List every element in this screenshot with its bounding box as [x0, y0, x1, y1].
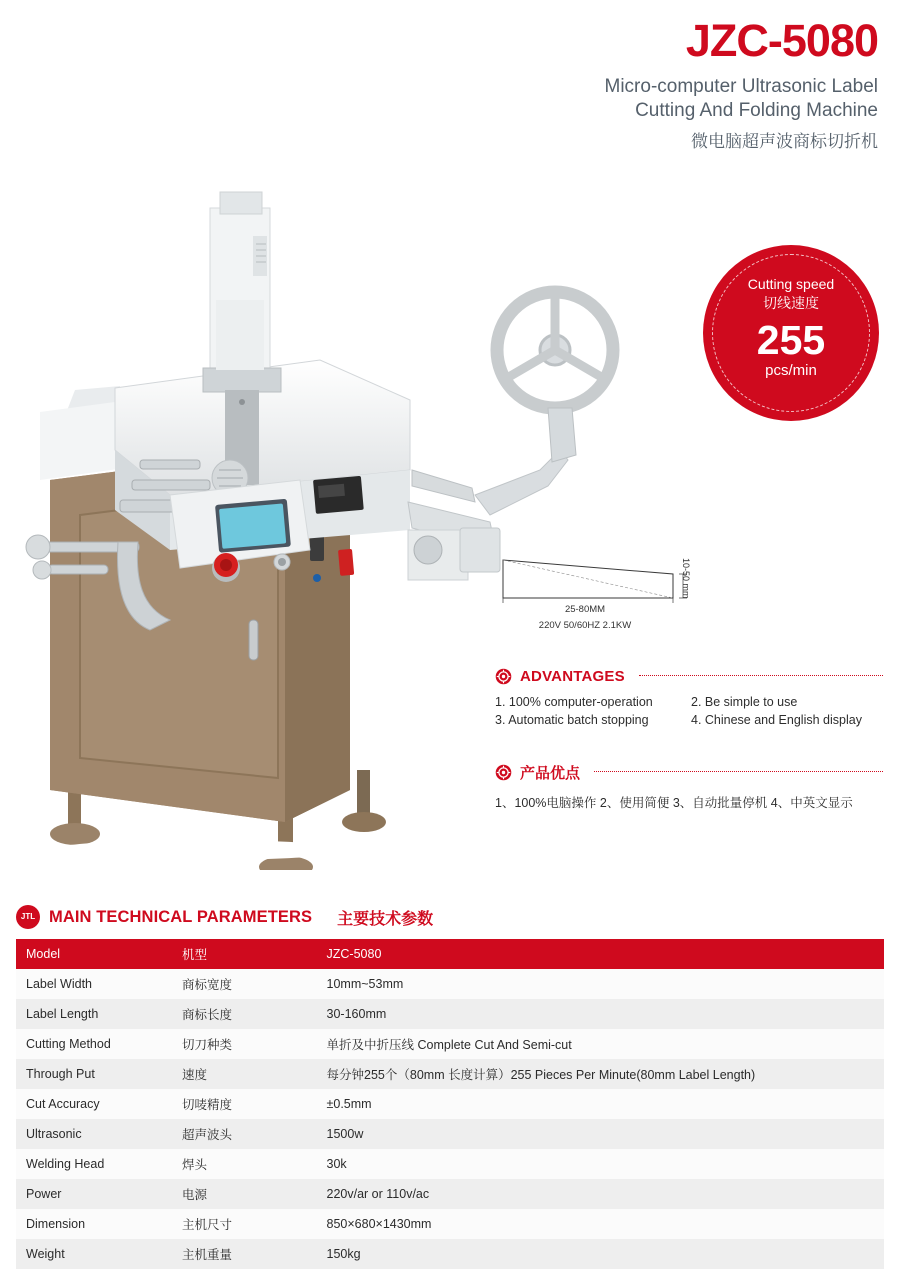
- param-value: 30-160mm: [317, 999, 884, 1029]
- cutting-speed-unit: pcs/min: [765, 361, 817, 379]
- param-name-cn: 商标宽度: [172, 969, 316, 999]
- label-shape-svg: [495, 550, 695, 610]
- subtitle-english-line2: Cutting And Folding Machine: [635, 99, 878, 121]
- table-row: [16, 1089, 884, 1119]
- param-name-en: Weight: [16, 1239, 172, 1269]
- param-value: 10mm~53mm: [317, 969, 884, 999]
- gear-icon: [495, 668, 512, 685]
- table-row: [16, 1149, 884, 1179]
- parameters-title-en: MAIN TECHNICAL PARAMETERS: [49, 907, 313, 926]
- param-name-en: Ultrasonic: [16, 1119, 172, 1149]
- param-name-en: Welding Head: [16, 1149, 172, 1179]
- diagram-width-label: 25-80MM: [564, 604, 606, 615]
- param-name-cn: 切唛精度: [172, 1089, 316, 1119]
- advantages-header-cn: [495, 762, 883, 783]
- param-name-en: Power: [16, 1179, 172, 1209]
- company-logo-icon: JTL: [16, 905, 40, 929]
- gear-icon: [495, 764, 512, 781]
- table-row: [16, 1239, 884, 1269]
- table-row: [16, 1029, 884, 1059]
- label-dimension-diagram: [495, 550, 715, 650]
- advantages-list-cn: 1、100%电脑操作 2、使用简便 3、自动批量停机 4、中英文显示: [495, 796, 853, 810]
- param-value: 220v/ar or 110v/ac: [317, 1179, 884, 1209]
- param-value: 单折及中折压线 Complete Cut And Semi-cut: [317, 1029, 884, 1059]
- cutting-speed-badge: [703, 245, 879, 421]
- advantage-item-4: 4. Chinese and English display: [691, 713, 862, 727]
- subtitle-english-line1: Micro-computer Ultrasonic Label: [604, 76, 878, 97]
- advantages-list-en: [495, 695, 883, 727]
- table-row: [16, 1119, 884, 1149]
- advantage-item-1: 1. 100% computer-operation: [495, 695, 653, 709]
- advantages-header-en: [495, 668, 883, 685]
- advantages-divider-cn: [594, 770, 883, 772]
- param-name-cn: 速度: [172, 1059, 316, 1089]
- advantage-item-3: 3. Automatic batch stopping: [495, 713, 649, 727]
- subtitle-chinese: 微电脑超声波商标切折机: [691, 131, 878, 151]
- param-name-cn: 主机尺寸: [172, 1209, 316, 1239]
- advantages-title-cn: 产品优点: [520, 765, 581, 782]
- param-value: 30k: [317, 1149, 884, 1179]
- param-name-en: Cut Accuracy: [16, 1089, 172, 1119]
- main-technical-parameters-section: [16, 905, 884, 1269]
- param-name-en: Through Put: [16, 1059, 172, 1089]
- param-value: 850×680×1430mm: [317, 1209, 884, 1239]
- cutting-speed-value: 255: [756, 316, 826, 363]
- header: [358, 15, 878, 152]
- diagram-height-label: 10-50 mm: [681, 558, 691, 599]
- param-name-cn: 商标长度: [172, 999, 316, 1029]
- advantages-section-cn: [495, 762, 883, 811]
- param-name-en: Cutting Method: [16, 1029, 172, 1059]
- param-name-cn: 电源: [172, 1179, 316, 1209]
- column-header-model-en: Model: [16, 939, 172, 969]
- advantages-divider-en: [639, 674, 883, 676]
- param-name-cn: 超声波头: [172, 1119, 316, 1149]
- table-row: [16, 999, 884, 1029]
- advantages-title-en: ADVANTAGES: [520, 668, 625, 685]
- parameters-table: [16, 939, 884, 1269]
- param-value: 每分钟255个（80mm 长度计算）255 Pieces Per Minute(80mm Label Length): [317, 1059, 884, 1089]
- page-title: JZC-5080: [685, 15, 878, 66]
- list-item: [495, 695, 883, 709]
- param-name-en: Dimension: [16, 1209, 172, 1239]
- advantages-section-en: [495, 668, 883, 731]
- table-row: [16, 1209, 884, 1239]
- parameters-header: [16, 905, 884, 929]
- param-value: 1500w: [317, 1119, 884, 1149]
- advantage-item-2: 2. Be simple to use: [691, 695, 798, 709]
- table-header-row: [16, 939, 884, 969]
- diagram-power-label: 220V 50/60HZ 2.1KW: [538, 620, 632, 631]
- subtitle-english: [358, 75, 878, 123]
- param-name-cn: 切刀种类: [172, 1029, 316, 1059]
- list-item: [495, 713, 883, 727]
- param-name-en: Label Length: [16, 999, 172, 1029]
- cutting-speed-label-cn: 切线速度: [763, 294, 819, 311]
- param-name-cn: 主机重量: [172, 1239, 316, 1269]
- column-header-model-value: JZC-5080: [317, 939, 884, 969]
- param-name-cn: 焊头: [172, 1149, 316, 1179]
- parameters-title-cn: 主要技术参数: [337, 910, 434, 928]
- table-row: [16, 1059, 884, 1089]
- param-name-en: Label Width: [16, 969, 172, 999]
- table-row: [16, 1179, 884, 1209]
- column-header-model-cn: 机型: [172, 939, 316, 969]
- table-row: [16, 969, 884, 999]
- param-value: ±0.5mm: [317, 1089, 884, 1119]
- cutting-speed-label-en: Cutting speed: [747, 276, 835, 292]
- param-value: 150kg: [317, 1239, 884, 1269]
